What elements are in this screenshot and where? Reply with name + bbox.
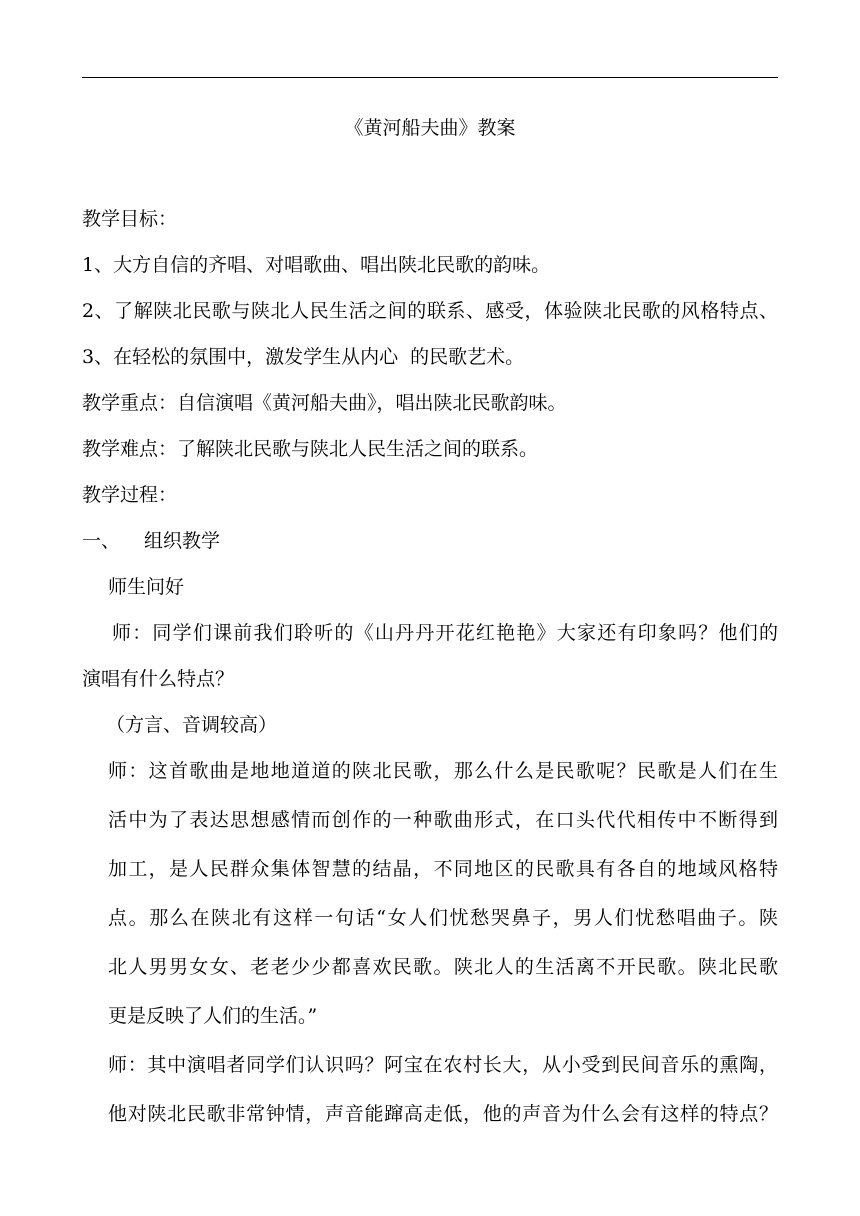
paragraph-2-line-4: 点。那么在陕北有这样一句话“女人们忧愁哭鼻子，男人们忧愁唱曲子。陕	[108, 907, 778, 929]
paragraph-3-line-1: 师：其中演唱者同学们认识吗？阿宝在农村长大，从小受到民间音乐的熏陶，	[108, 1054, 778, 1076]
difficulty: 教学难点：了解陕北民歌与陕北人民生活之间的联系。	[82, 438, 539, 460]
objectives-heading: 教学目标：	[82, 208, 178, 230]
paragraph-2-line-3: 加工，是人民群众集体智慧的结晶，不同地区的民歌具有各自的地域风格特	[108, 858, 778, 880]
answer: （方言、音调较高）	[106, 714, 278, 736]
question-line-1: 师：同学们课前我们聆听的《山丹丹开花红艳艳》大家还有印象吗？他们的	[112, 622, 778, 644]
paragraph-2-line-5: 北人男男女女、老老少少都喜欢民歌。陕北人的生活离不开民歌。陕北民歌	[108, 956, 778, 978]
greeting: 师生问好	[108, 576, 185, 598]
header-rule	[82, 77, 778, 78]
page-title: 《黄河船夫曲》教案	[344, 117, 516, 139]
paragraph-2-line-2: 活中为了表达思想感情而创作的一种歌曲形式，在口头代代相传中不断得到	[108, 809, 778, 831]
question-line-2: 演唱有什么特点？	[82, 668, 235, 690]
objective-1: 1、大方自信的齐唱、对唱歌曲、唱出陕北民歌的韵味。	[82, 254, 551, 276]
section-one-number: 一、	[82, 530, 121, 552]
key-point: 教学重点：自信演唱《黄河船夫曲》，唱出陕北民歌韵味。	[82, 392, 567, 414]
process-heading: 教学过程：	[82, 484, 178, 506]
paragraph-2-line-1: 师：这首歌曲是地地道道的陕北民歌，那么什么是民歌呢？民歌是人们在生	[108, 760, 778, 782]
objective-3: 3、在轻松的氛围中，激发学生从内心 的民歌艺术。	[82, 346, 525, 368]
paragraph-2-line-6: 更是反映了人们的生活。”	[108, 1005, 318, 1027]
paragraph-3-line-2: 他对陕北民歌非常钟情，声音能蹿高走低，他的声音为什么会有这样的特点？	[108, 1103, 778, 1125]
objective-2: 2、了解陕北民歌与陕北人民生活之间的联系、感受，体验陕北民歌的风格特点、	[82, 300, 778, 322]
section-one-title: 组织教学	[144, 530, 221, 552]
